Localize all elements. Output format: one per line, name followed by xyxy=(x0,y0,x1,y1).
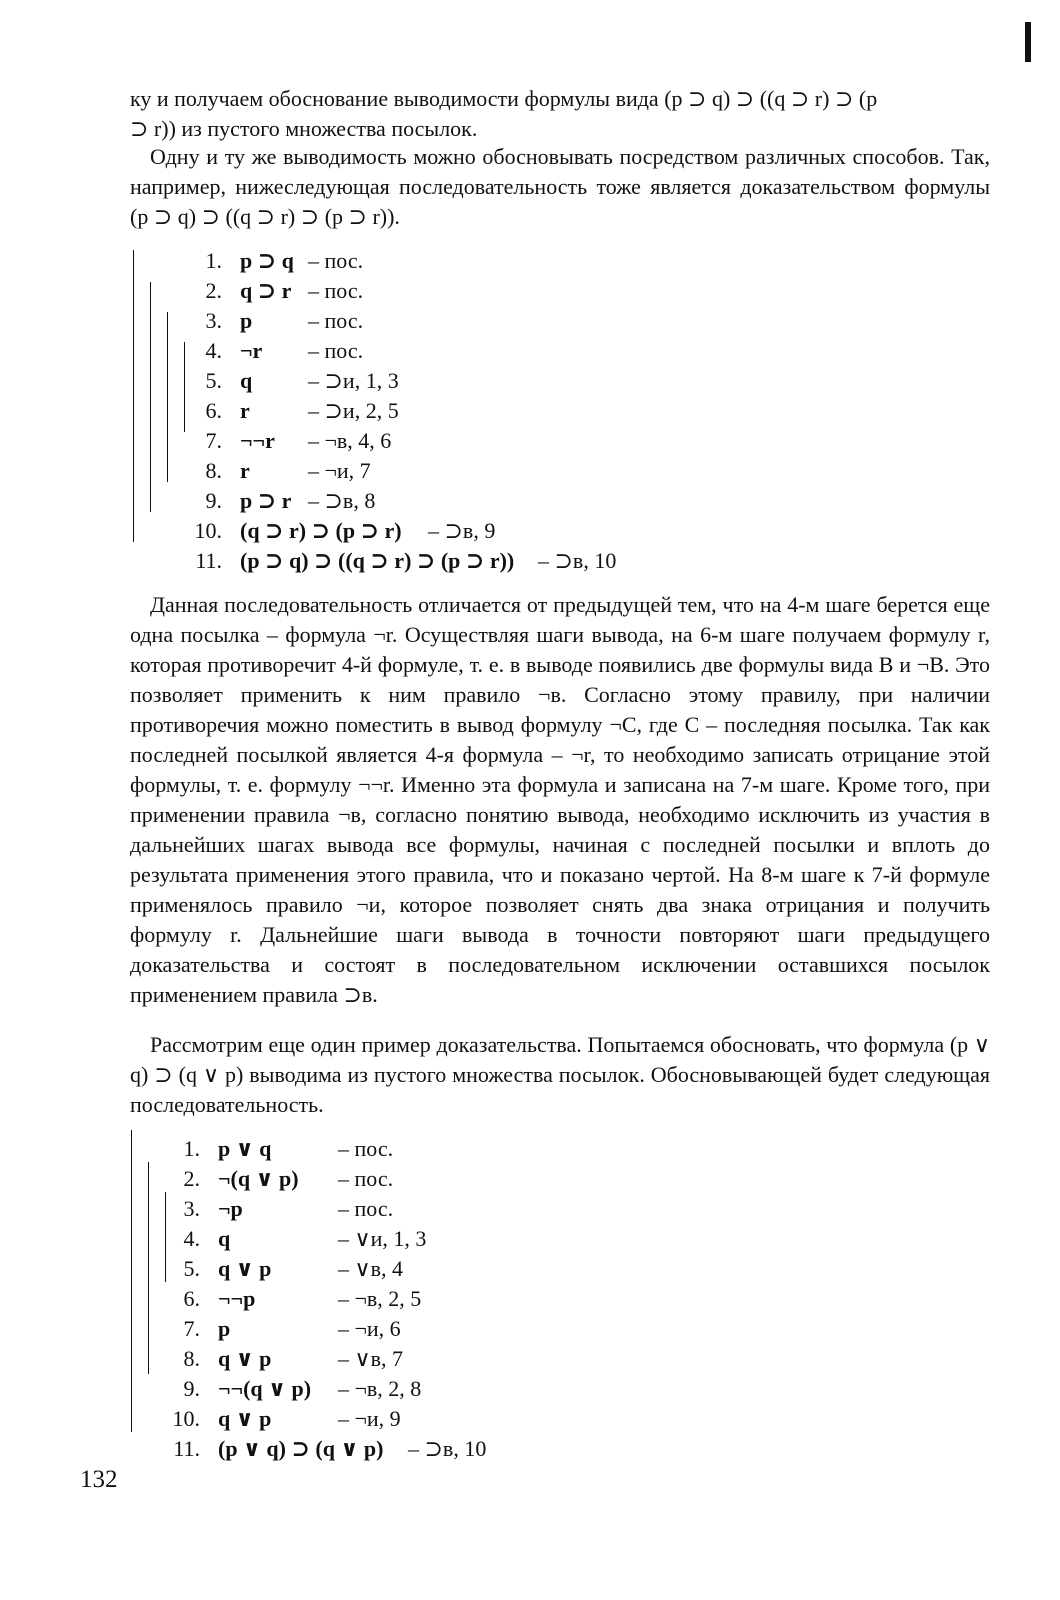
step-formula: (p ⊃ q) ⊃ ((q ⊃ r) ⊃ (p ⊃ r)) xyxy=(240,548,515,573)
step-formula: q ∨ p xyxy=(218,1256,272,1281)
step-number: 2. xyxy=(205,278,222,303)
step-formula: ¬¬(q ∨ p) xyxy=(218,1376,312,1401)
step-formula: (q ⊃ r) ⊃ (p ⊃ r) xyxy=(240,518,402,543)
step-justification: – ⊃в, 10 xyxy=(538,548,617,573)
step-justification: – ¬в, 2, 5 xyxy=(338,1286,422,1311)
step-formula: ¬¬p xyxy=(218,1286,256,1311)
step-number: 7. xyxy=(205,428,222,453)
step-formula: p ∨ q xyxy=(218,1136,272,1161)
step-formula: r xyxy=(240,458,250,483)
step-justification: – ¬и, 7 xyxy=(308,458,371,483)
step-formula: p ⊃ r xyxy=(240,488,292,513)
step-formula: q xyxy=(240,368,253,393)
step-justification: – ⊃в, 9 xyxy=(428,518,496,543)
scope-line-premise-3 xyxy=(165,1192,166,1282)
step-justification: – ¬и, 6 xyxy=(338,1316,401,1341)
step-justification: – ¬и, 9 xyxy=(338,1406,401,1431)
step-formula: ¬¬r xyxy=(240,428,275,453)
step-number: 11. xyxy=(173,1436,200,1461)
step-formula: q ⊃ r xyxy=(240,278,292,303)
step-number: 5. xyxy=(205,368,222,393)
step-formula: ¬(q ∨ p) xyxy=(218,1166,299,1191)
step-justification: – ⊃в, 8 xyxy=(308,488,376,513)
paragraph-continuation-line-2: ⊃ r)) из пустого множества посылок. xyxy=(130,116,478,141)
step-justification: – пос. xyxy=(308,308,364,333)
step-formula: p xyxy=(240,308,253,333)
step-justification: – ∨и, 1, 3 xyxy=(338,1226,427,1251)
step-number: 2. xyxy=(183,1166,200,1191)
step-number: 5. xyxy=(183,1256,200,1281)
paragraph-new-example: Рассмотрим еще один пример доказательства. Попытаемся обосновать, что формула (p ∨ q) ⊃ (q ∨ p) выводима из пустого множества посылок. Обосновывающей будет следующая последовательность. xyxy=(130,1032,990,1117)
step-number: 8. xyxy=(183,1346,200,1371)
step-number: 6. xyxy=(205,398,222,423)
step-justification: – пос. xyxy=(308,278,364,303)
step-formula: r xyxy=(240,398,250,423)
paragraph-explanation: Данная последовательность отличается от предыдущей тем, что на 4-м шаге берется еще одна посылка – формула ¬r. Осуществляя шаги вывода, на 6-м шаге получаем формулу r, которая противоречит 4-й формуле, т. е. в выводе появились две формулы вида B и ¬B. Это позволяет применить к ним правило ¬в. Согласно этому правилу, при наличии противоречия можно поместить в вывод формулу ¬C, где C – последняя посылка. Так как последней посылкой является 4-я формула – ¬r, то необходимо записать отрицание этой формулы, т. е. формулу ¬¬r. Именно эта формула и записана на 7-м шаге. Кроме того, при применении правила ¬в, согласно понятию вывода, необходимо исключить из участия в дальнейших шагах вывода все формулы, начиная с последней посылки и вплоть до результата применения этого правила, что и показано чертой. На 8-м шаге к 7-й формуле применялось правило ¬и, которое позволяет снять два знака отрицания и получить формулу r. Дальнейшие шаги вывода в точности повторяют шаги предыдущего доказательства и состоят в последовательном исключении оставшихся посылок применением правила ⊃в. xyxy=(130,592,990,1007)
scope-line-premise-2 xyxy=(148,1162,149,1374)
step-justification: – ⊃и, 1, 3 xyxy=(308,368,399,393)
step-justification: – ∨в, 7 xyxy=(338,1346,403,1371)
step-formula: ¬p xyxy=(218,1196,243,1221)
step-formula: q ∨ p xyxy=(218,1406,272,1431)
step-formula: p ⊃ q xyxy=(240,248,294,273)
step-number: 9. xyxy=(183,1376,200,1401)
step-number: 6. xyxy=(183,1286,200,1311)
scope-line-premise-3 xyxy=(167,312,168,482)
step-justification: – пос. xyxy=(338,1136,394,1161)
step-formula: (p ∨ q) ⊃ (q ∨ p) xyxy=(218,1436,384,1461)
step-justification: – ¬в, 4, 6 xyxy=(308,428,392,453)
step-formula: p xyxy=(218,1316,231,1341)
step-formula: ¬r xyxy=(240,338,263,363)
step-number: 4. xyxy=(183,1226,200,1251)
step-number: 8. xyxy=(205,458,222,483)
scope-line-premise-1 xyxy=(131,1130,132,1432)
page-number: 132 xyxy=(80,1466,118,1493)
step-number: 1. xyxy=(205,248,222,273)
scope-line-premise-2 xyxy=(150,282,151,512)
step-number: 9. xyxy=(205,488,222,513)
step-justification: – пос. xyxy=(338,1196,394,1221)
scope-line-premise-4 xyxy=(184,342,185,432)
step-justification: – пос. xyxy=(308,248,364,273)
step-number: 11. xyxy=(195,548,222,573)
paragraph-continuation-line-1: ку и получаем обоснование выводимости формулы вида (p ⊃ q) ⊃ ((q ⊃ r) ⊃ (p xyxy=(130,86,878,111)
step-justification: – ⊃в, 10 xyxy=(408,1436,487,1461)
step-justification: – пос. xyxy=(308,338,364,363)
step-number: 3. xyxy=(205,308,222,333)
step-justification: – ¬в, 2, 8 xyxy=(338,1376,422,1401)
step-number: 1. xyxy=(183,1136,200,1161)
step-justification: – ⊃и, 2, 5 xyxy=(308,398,399,423)
step-justification: – пос. xyxy=(338,1166,394,1191)
step-formula: q xyxy=(218,1226,231,1251)
step-justification: – ∨в, 4 xyxy=(338,1256,403,1281)
page-edge-mark xyxy=(1025,22,1031,62)
step-number: 10. xyxy=(194,518,222,543)
step-number: 10. xyxy=(172,1406,200,1431)
step-number: 4. xyxy=(205,338,222,363)
step-number: 7. xyxy=(183,1316,200,1341)
step-formula: q ∨ p xyxy=(218,1346,272,1371)
paragraph-alternative-proof: Одну и ту же выводимость можно обосновывать посредством различных способов. Так, например, нижеследующая последовательность тоже является доказательством формулы (p ⊃ q) ⊃ ((q ⊃ r) ⊃ (p ⊃ r)). xyxy=(130,144,990,229)
step-number: 3. xyxy=(183,1196,200,1221)
scope-line-premise-1 xyxy=(133,250,134,542)
